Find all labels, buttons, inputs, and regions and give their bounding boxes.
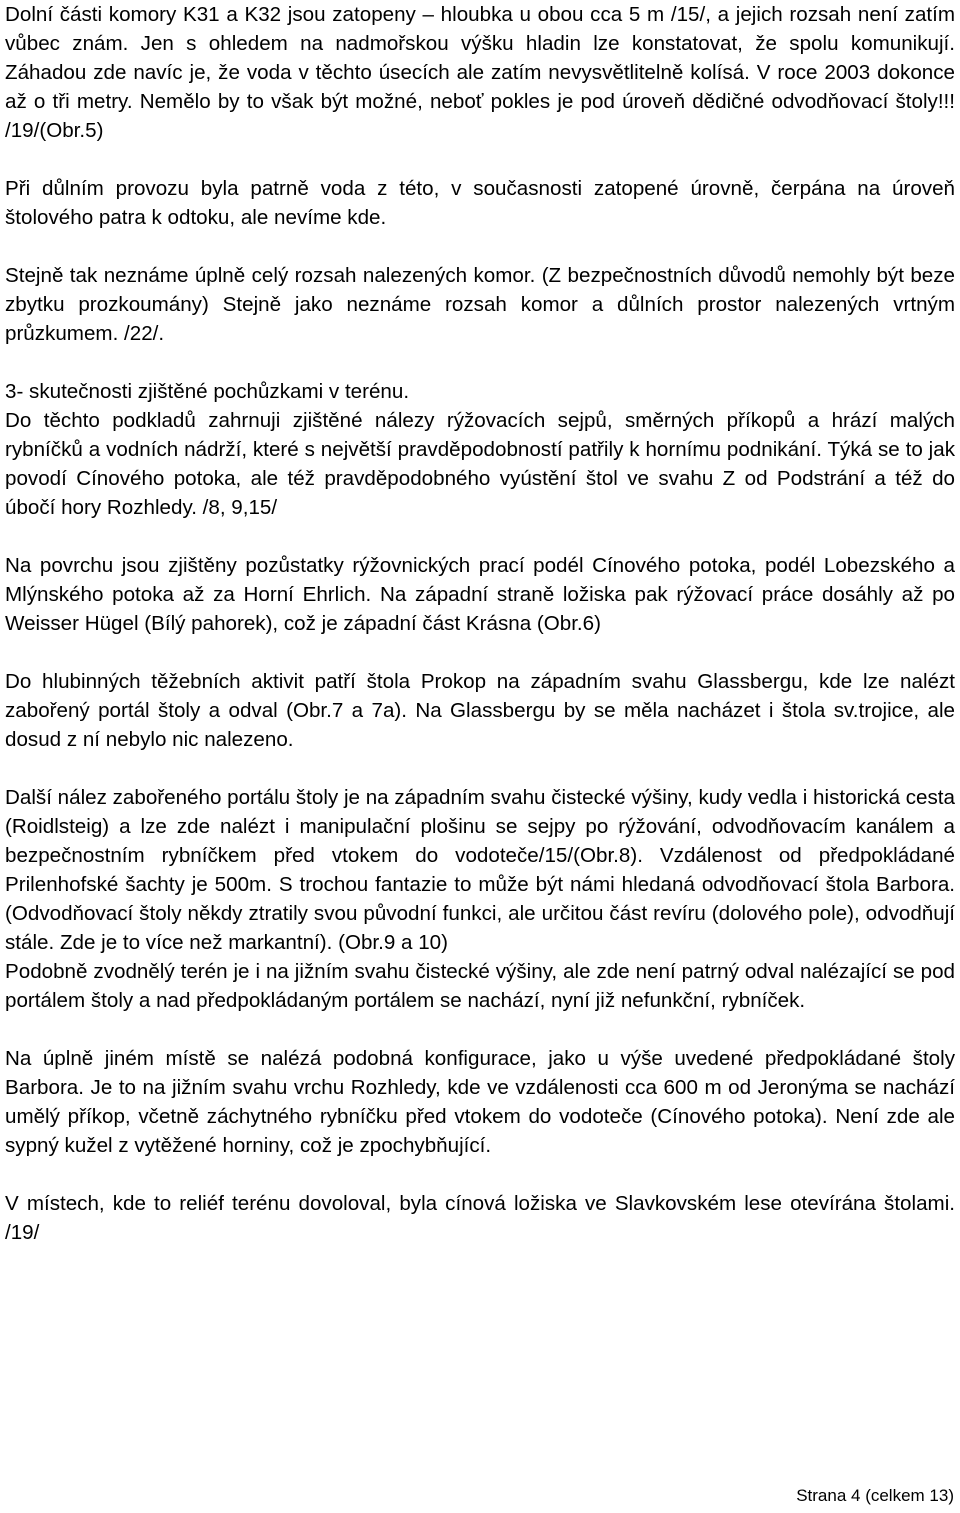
- paragraph-mining-pumping: Při důlním provozu byla patrně voda z této, v současnosti zatopené úrovně, čerpána na úroveň štolového patra k odtoku, ale nevíme kde.: [5, 177, 955, 229]
- section-heading-field-findings: 3- skutečnosti zjištěné pochůzkami v terénu.: [5, 380, 410, 403]
- paragraph-conclusion: V místech, kde to reliéf terénu dovoloval, byla cínová ložiska ve Slavkovském lese otevírána štolami. /19/: [5, 1192, 955, 1244]
- paragraph-portal-finding: Další nález zabořeného portálu štoly je na západním svahu čistecké výšiny, kudy vedla i historická cesta (Roidlsteig) a lze zde nalézt i manipulační plošinu se sejpy po rýžování, odvodňovacím kanálem a bezpečnostním rybníčkem před vtokem do vodoteče/15/(Obr.8). Vzdálenost od předpokládané Prilenhofské šachty je 500m. S trochou fantazie to může být námi hledaná odvodňovací štola Barbora. (Odvodňovací štoly někdy ztratily svou původní funkci, ale určitou část revíru (dolového pole), odvodňují stále. Zde je to více než markantní). (Obr.9 a 10): [5, 786, 955, 954]
- paragraph-southern-slope: Podobně zvodnělý terén je i na jižním svahu čistecké výšiny, ale zde není patrný odval nalézající se pod portálem štoly a nad předpokládaným portálem se nachází, nyní již nefunkční, rybníček.: [5, 960, 955, 1012]
- paragraph-rozhledy: Na úplně jiném místě se nalézá podobná konfigurace, jako u výše uvedené předpokládané štoly Barbora. Je to na jižním svahu vrchu Rozhledy, kde ve vzdálenosti cca 600 m od Jeronýma se nachází umělý příkop, včetně záchytného rybníčku před vtokem do vodoteče (Cínového potoka). Není zde ale sypný kužel z vytěžené horniny, což je zpochybňující.: [5, 1047, 955, 1157]
- paragraph-field-findings: Do těchto podkladů zahrnuji zjištěné nálezy rýžovacích sejpů, směrných příkopů a hrází malých rybníčků a vodních nádrží, které s největší pravděpodobností patřily k hornímu podnikání. Týká se to jak povodí Cínového potoka, ale též pravděpodobného vyústění štol ve svahu Z od Podstrání a též do úbočí hory Rozhledy. /8, 9,15/: [5, 409, 955, 519]
- document-page: [5, 0, 955, 1247]
- paragraph-surface-remains: Na povrchu jsou zjištěny pozůstatky rýžovnických prací podél Cínového potoka, podél Lobezského a Mlýnského potoka až za Horní Ehrlich. Na západní straně ložiska pak rýžovací práce dosáhly až po Weisser Hügel (Bílý pahorek), což je západní část Krásna (Obr.6): [5, 554, 955, 635]
- paragraph-flooded-chambers: Dolní části komory K31 a K32 jsou zatopeny – hloubka u obou cca 5 m /15/, a jejich rozsah není zatím vůbec znám. Jen s ohledem na nadmořskou výšku hladin lze konstatovat, že spolu komunikují. Záhadou zde navíc je, že voda v těchto úsecích ale zatím nevysvětlitelně kolísá. V roce 2003 dokonce až o tři metry. Nemělo by to však být možné, neboť pokles je pod úroveň dědičné odvodňovací štoly!!! /19/(Obr.5): [5, 3, 955, 142]
- paragraph-chamber-extent: Stejně tak neznáme úplně celý rozsah nalezených komor. (Z bezpečnostních důvodů nemohly být beze zbytku prozkoumány) Stejně jako neznáme rozsah komor a důlních prostor nalezených vrtným průzkumem. /22/.: [5, 264, 955, 345]
- paragraph-deep-mining: Do hlubinných těžebních aktivit patří štola Prokop na západním svahu Glassbergu, kde lze nalézt zabořený portál štoly a odval (Obr.7 a 7a). Na Glassbergu by se měla nacházet i štola sv.trojice, ale dosud z ní nebylo nic nalezeno.: [5, 670, 955, 751]
- page-number-footer: Strana 4 (celkem 13): [796, 1486, 954, 1505]
